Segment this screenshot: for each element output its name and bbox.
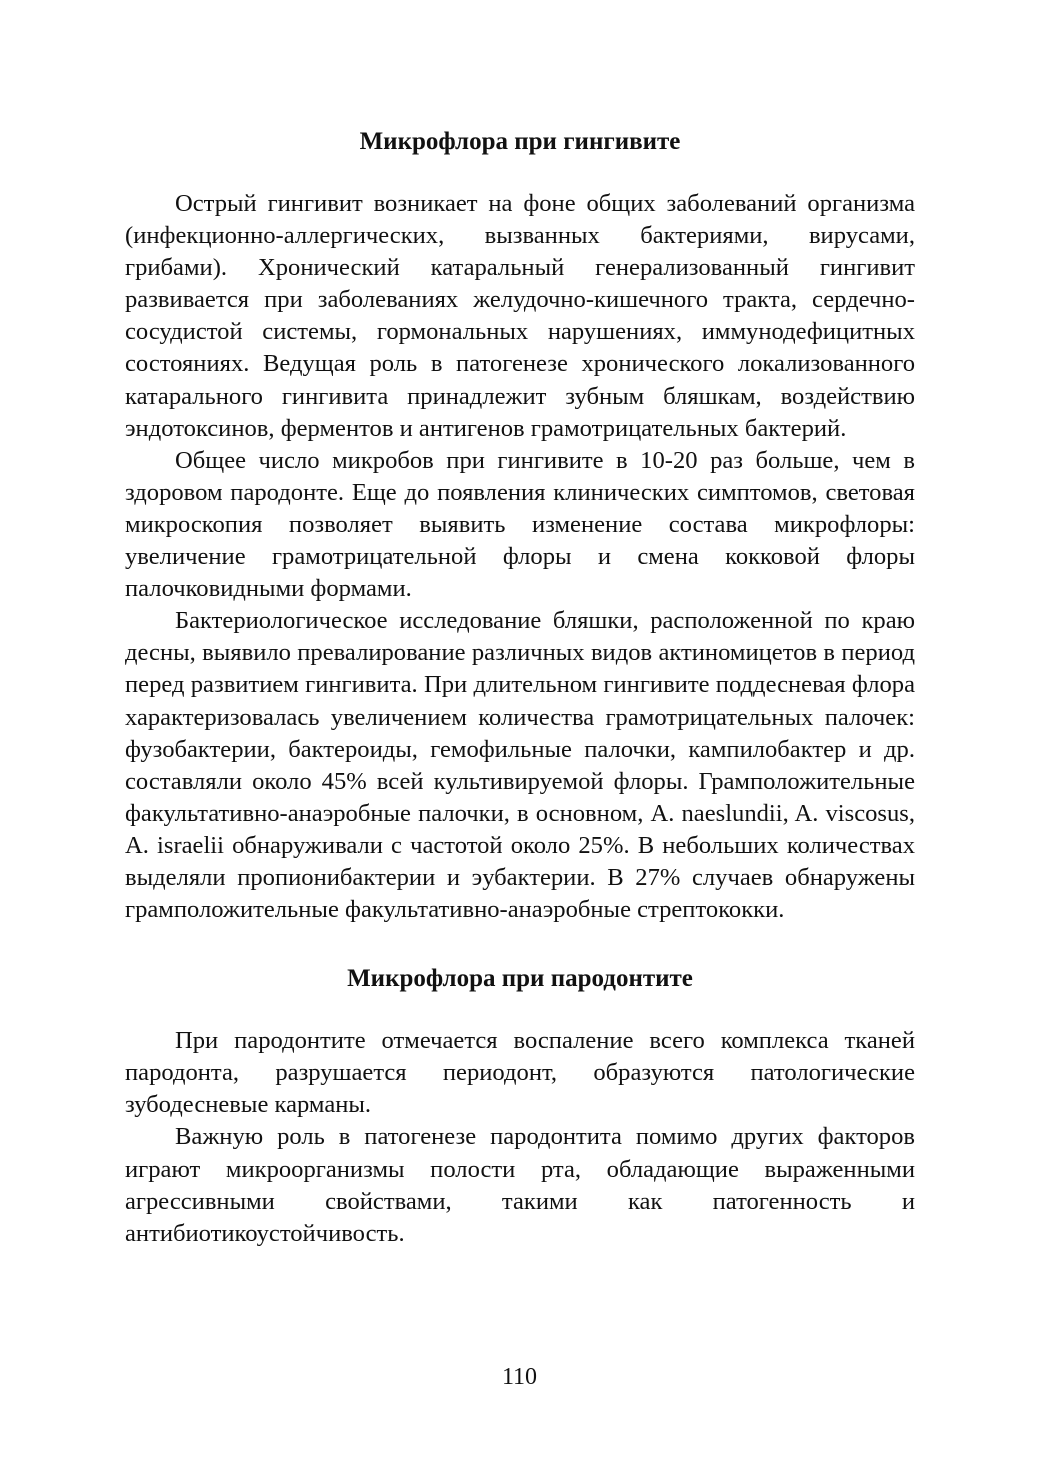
paragraph: Важную роль в патогенезе пародонтита помимо других факторов играют микроорганизмы полости рта, обладающие выраженными агрессивными свойствами, такими как патогенность и антибиотикоустойчивость. [125,1123,915,1247]
paragraph: При пародонтите отмечается воспаление всего комплекса тканей пародонта, разрушается периодонт, образуются патологические зубодесневые карманы. [125,1027,915,1119]
paragraph: Общее число микробов при гингивите в 10-20 раз больше, чем в здоровом пародонте. Еще до появления клинических симптомов, световая микроскопия позволяет выявить изменение состава микрофлоры: увеличение грамотрицательной флоры и смена кокковой флоры палочковидными формами. [125,446,915,603]
paragraph: Острый гингивит возникает на фоне общих заболеваний организма (инфекционно-аллергических, вызванных бактериями, вирусами, грибами). Хронический катаральный генерализованный гингивит развивается при заболеваниях желудочно-кишечного тракта, сердечно-сосудистой системы, гормональных нарушениях, иммунодефицитных состояниях. Ведущая роль в патогенезе хронического локализованного катарального гингивита принадлежит зубным бляшкам, воздействию эндотоксинов, ферментов и антигенов грамотрицательных бактерий. [125,190,915,442]
page-content [125,126,915,1250]
page-number: 110 [501,1364,538,1390]
section-periodontitis [125,963,915,1250]
section-heading: Микрофлора при гингивите [359,128,681,155]
section-gingivitis [125,126,915,926]
paragraph: Бактериологическое исследование бляшки, расположенной по краю десны, выявило превалирование различных видов актиномицетов в период перед развитием гингивита. При длительном гингивите поддесневая флора характеризовалась увеличением количества грамотрицательных палочек: фузобактерии, бактероиды, гемофильные палочки, кампилобактер и др. составляли около 45% всей культивируемой флоры. Грамположительные факультативно-анаэробные палочки, в основном, A. naeslundii, A. viscosus, A. israelii обнаруживали с частотой около 25%. В небольших количествах выделяли пропионибактерии и эубактерии. В 27% случаев обнаружены грамположительные факультативно-анаэробные стрептококки. [125,607,915,924]
section-heading: Микрофлора при пародонтите [347,965,693,993]
